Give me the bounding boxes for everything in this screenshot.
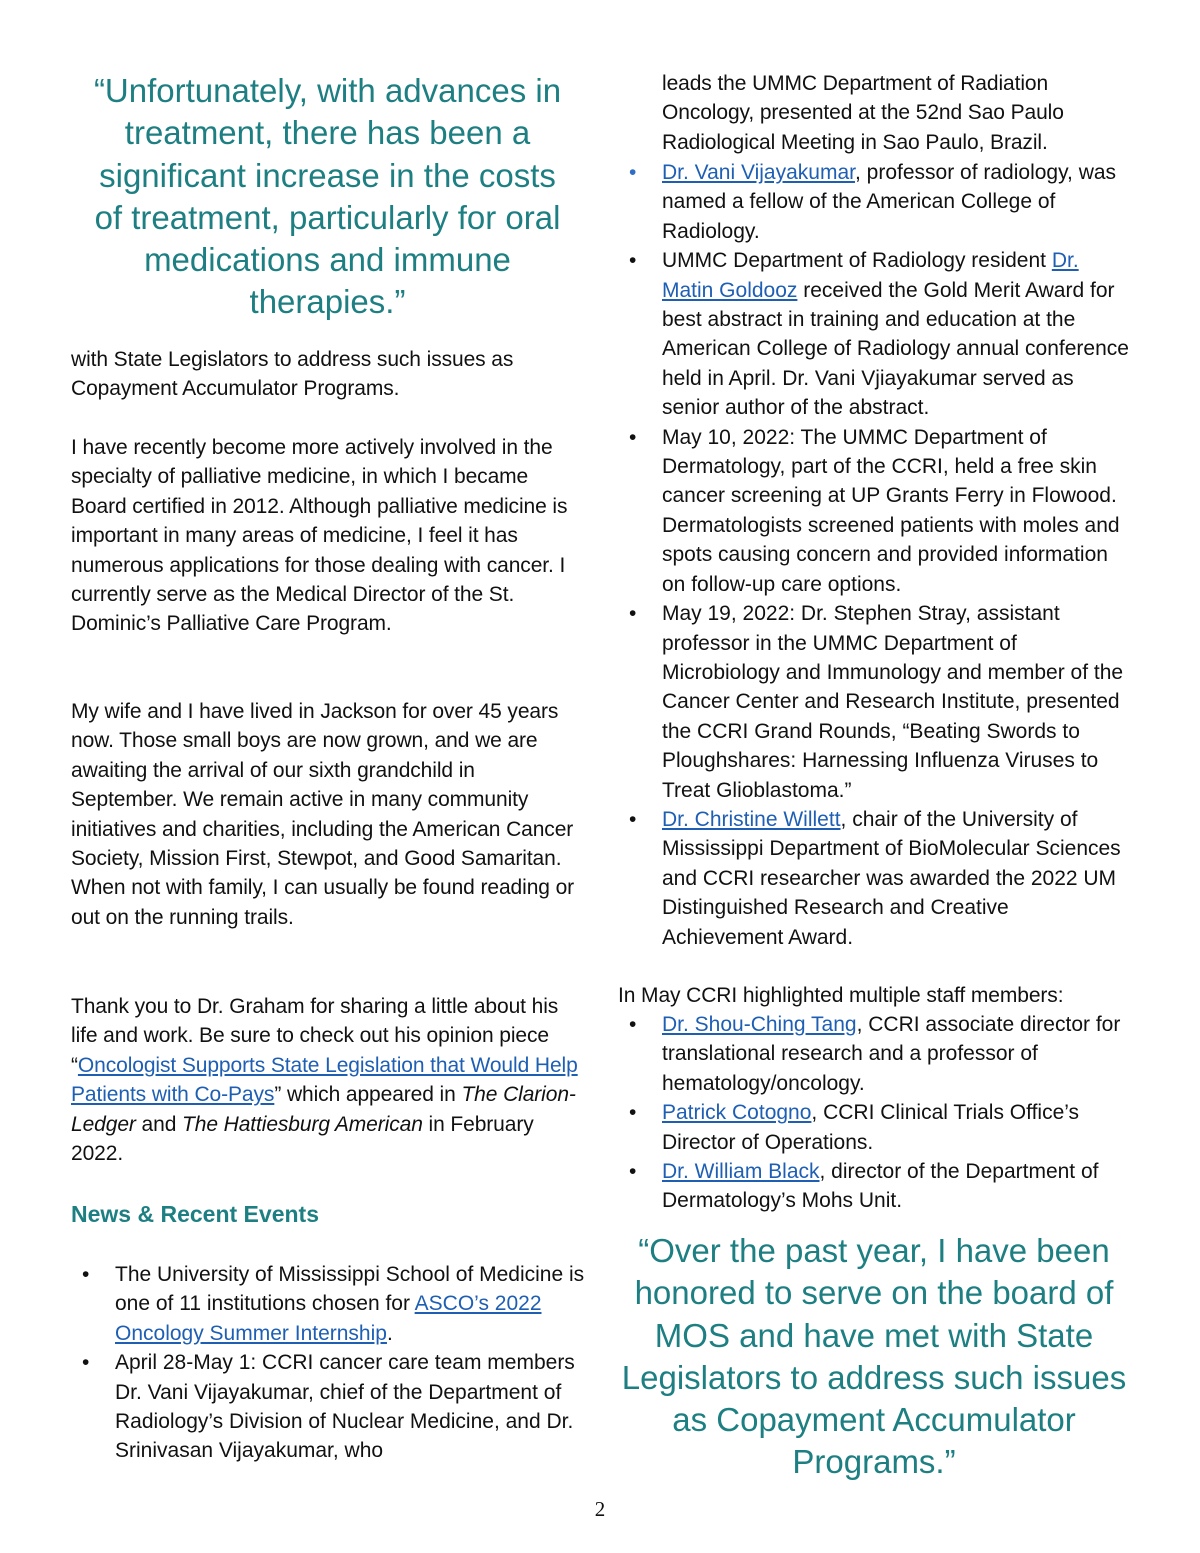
news-item-text-after: , chair of the University of Mississippi Department of BioMolecular Sciences and CCRI researcher was awarded the 2022 UM Distinguished Research and Creative Achievement Award. bbox=[662, 807, 1121, 949]
pull-quote-top: “Unfortunately, with advances in treatment, there has been a significant increase in the costs of treatment, particularly for oral medications and immune therapies.” bbox=[93, 72, 562, 321]
patrick-cotogno-link[interactable]: Patrick Cotogno bbox=[662, 1101, 812, 1125]
thank-you-text-4: in February 2022. bbox=[71, 1112, 534, 1166]
thank-you-text-2: ” which appeared in bbox=[274, 1083, 462, 1107]
paragraph-copayment: with State Legislators to address such issues as Copayment Accumulator Programs. bbox=[71, 348, 514, 401]
bullet-icon: • bbox=[82, 1263, 90, 1286]
news-item-goldooz bbox=[618, 246, 1133, 422]
staff-intro: In May CCRI highlighted multiple staff members: bbox=[618, 984, 1064, 1007]
thank-you-text-1: Thank you to Dr. Graham for sharing a little about his life and work. Be sure to check out his opinion piece “ bbox=[71, 995, 559, 1077]
news-item-vijayakumar bbox=[618, 158, 1133, 246]
news-item-text: May 10, 2022: The UMMC Department of Dermatology, part of the CCRI, held a free skin cancer screening at UP Grants Ferry in Flowood. Dermatologists screened patients with moles and spots causing concern and provided information on follow-up care options. bbox=[662, 425, 1120, 596]
staff-item-text: , CCRI Clinical Trials Office’s Director of Operations. bbox=[662, 1101, 1080, 1154]
paragraph-palliative: I have recently become more actively involved in the specialty of palliative medicine, in which I became Board certified in 2012. Although palliative medicine is important in many areas of medicine, I feel it has numerous applications for those dealing with cancer. I currently serve as the Medical Director of the St. Dominic’s Palliative Care Program. bbox=[71, 436, 568, 636]
bullet-icon: • bbox=[629, 425, 637, 449]
bullet-icon: • bbox=[629, 807, 637, 831]
shou-ching-tang-link[interactable]: Dr. Shou-Ching Tang bbox=[662, 1013, 857, 1036]
bullet-icon: • bbox=[629, 1101, 637, 1125]
matin-goldooz-link[interactable]: Dr. Matin Goldooz bbox=[662, 249, 1079, 302]
publication-clarion-ledger: The Clarion-Ledger bbox=[71, 1083, 576, 1136]
news-list-right bbox=[618, 158, 1133, 952]
news-item-text-after: , professor of radiology, was named a fellow of the American College of Radiology. bbox=[662, 161, 1117, 243]
bullet-icon: • bbox=[629, 602, 637, 626]
section-heading-news: News & Recent Events bbox=[71, 1201, 319, 1227]
bullet-icon: • bbox=[629, 249, 637, 273]
news-item-text: May 19, 2022: Dr. Stephen Stray, assistant professor in the UMMC Department of Microbiology and Immunology and member of the Cancer Center and Research Institute, presented the CCRI Grand Rounds, “Beating Swords to Ploughshares: Harnessing Influenza Viruses to Treat Glioblastoma.” bbox=[662, 602, 1124, 802]
staff-item-tang bbox=[618, 1010, 1133, 1098]
william-black-link[interactable]: Dr. William Black bbox=[662, 1160, 820, 1184]
bullet-icon: • bbox=[629, 1013, 637, 1036]
bullet-icon: • bbox=[82, 1351, 90, 1375]
news-item-willett bbox=[618, 805, 1133, 952]
staff-item-cotogno bbox=[618, 1098, 1133, 1157]
bullet-icon: • bbox=[629, 1160, 637, 1184]
vani-vijayakumar-link[interactable]: Dr. Vani Vijayakumar bbox=[662, 161, 855, 184]
staff-item-text: , CCRI associate director for translational research and a professor of hematology/oncology. bbox=[662, 1013, 1121, 1095]
bullet-icon: • bbox=[629, 161, 637, 184]
pull-quote-bottom: “Over the past year, I have been honored to serve on the board of MOS and have met with State Legislators to address such issues as Copayment Accumulator Programs.” bbox=[621, 1232, 1127, 1481]
staff-item-black bbox=[618, 1157, 1133, 1216]
news-item-asco bbox=[71, 1260, 586, 1348]
news-item-skin-screening bbox=[618, 423, 1133, 599]
publication-hattiesburg-american: The Hattiesburg American bbox=[182, 1112, 423, 1136]
news-item-text: The University of Mississippi School of Medicine is one of 11 institutions chosen for bbox=[115, 1263, 585, 1316]
staff-item-text: , director of the Department of Dermatology’s Mohs Unit. bbox=[662, 1160, 1099, 1213]
thank-you-text-3: and bbox=[135, 1112, 183, 1136]
paragraph-continuation: leads the UMMC Department of Radiation Oncology, presented at the 52nd Sao Paulo Radiological Meeting in Sao Paulo, Brazil. bbox=[662, 72, 1064, 154]
news-item-text: UMMC Department of Radiology resident bbox=[662, 249, 1052, 273]
news-item-sao-paulo bbox=[71, 1348, 586, 1466]
news-item-grand-rounds bbox=[618, 599, 1133, 805]
staff-list bbox=[618, 1010, 1133, 1216]
paragraph-thank-you bbox=[71, 992, 586, 1168]
news-item-text: April 28-May 1: CCRI cancer care team members Dr. Vani Vijayakumar, chief of the Department of Radiology’s Division of Nuclear Medicine, and Dr. Srinivasan Vijayakumar, who bbox=[115, 1351, 575, 1463]
page-number: 2 bbox=[594, 1497, 606, 1521]
news-item-text-after: . bbox=[386, 1321, 393, 1345]
asco-internship-link[interactable]: ASCO’s 2022 Oncology Summer Internship bbox=[115, 1292, 542, 1345]
opinion-piece-link[interactable]: Oncologist Supports State Legislation that Would Help Patients with Co-Pays bbox=[71, 1053, 578, 1107]
paragraph-family: My wife and I have lived in Jackson for over 45 years now. Those small boys are now grown, and we are awaiting the arrival of our sixth grandchild in September. We remain active in many community initiatives and charities, including the American Cancer Society, Mission First, Stewpot, and Good Samaritan. When not with family, I can usually be found reading or out on the running trails. bbox=[71, 700, 575, 929]
news-list-left bbox=[71, 1260, 586, 1466]
news-item-text-after: received the Gold Merit Award for best abstract in training and education at the American College of Radiology annual conference held in April. Dr. Vani Vjiayakumar served as senior author of the abstract. bbox=[662, 278, 1129, 420]
christine-willett-link[interactable]: Dr. Christine Willett bbox=[662, 807, 841, 831]
